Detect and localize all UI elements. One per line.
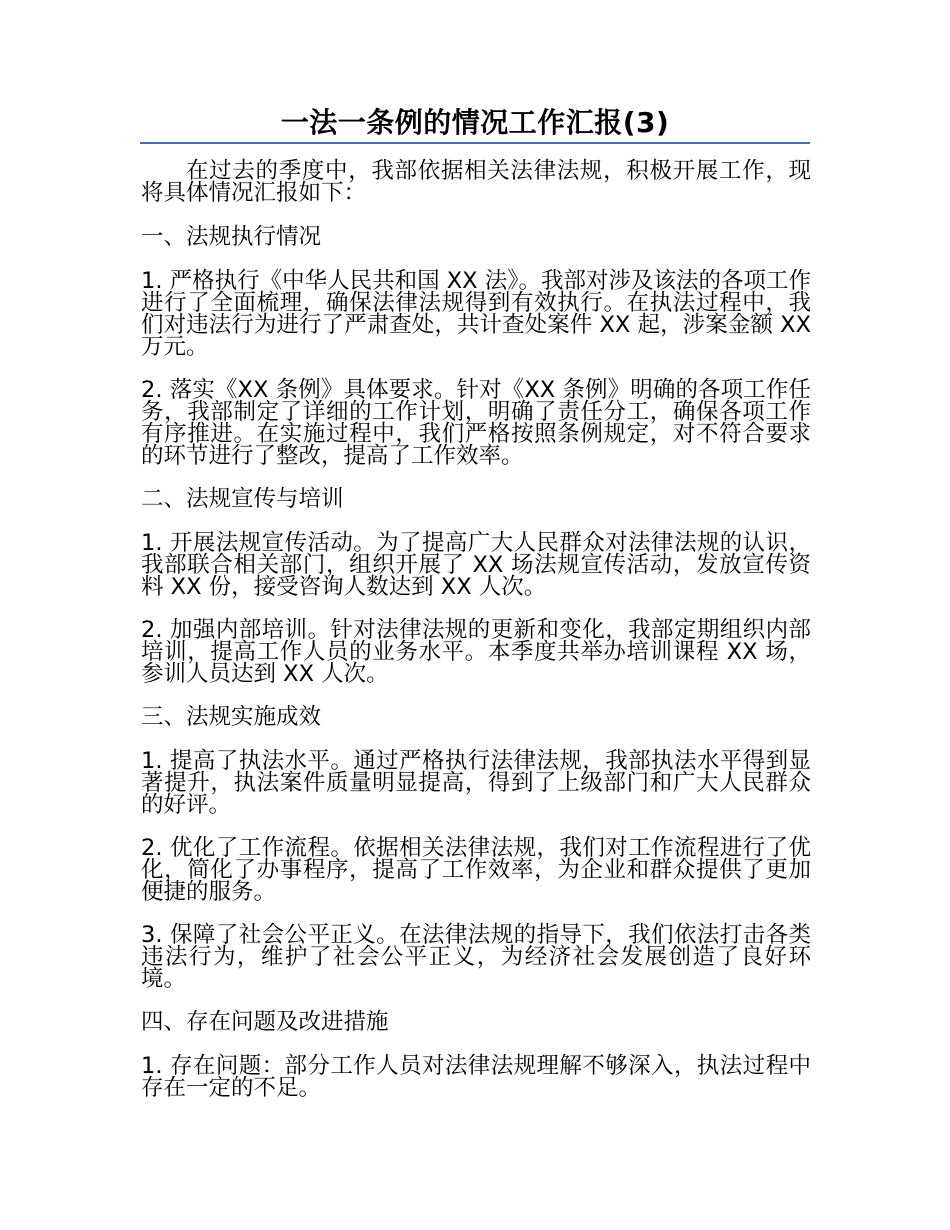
section-1-paragraph-1: 1. 严格执行《中华人民共和国 XX 法》。我部对涉及该法的各项工作进行了全面梳理，确保法律法规得到有效执行。在执法过程中，我们对违法行为进行了严肃查处，共计查处案件 XX 起，涉案金额 XX 万元。 xyxy=(141,268,812,360)
section-1-paragraph-2: 2. 落实《XX 条例》具体要求。针对《XX 条例》明确的各项工作任务，我部制定了详细的工作计划，明确了责任分工，确保各项工作有序推进。在实施过程中，我们严格按照条例规定，对不符合要求的环节进行了整改，提高了工作效率。 xyxy=(141,377,811,469)
section-heading-1: 一、法规执行情况 xyxy=(141,224,322,250)
section-3-paragraph-2: 2. 优化了工作流程。依据相关法律法规，我们对工作流程进行了优化，简化了办事程序，提高了工作效率，为企业和群众提供了更加便捷的服务。 xyxy=(141,835,811,905)
document-body xyxy=(141,160,811,1120)
section-2-paragraph-1: 1. 开展法规宣传活动。为了提高广大人民群众对法律法规的认识，我部联合相关部门，组织开展了 XX 场法规宣传活动，发放宣传资料 XX 份，接受咨询人数达到 XX 人次。 xyxy=(141,530,811,600)
section-heading-3: 三、法规实施成效 xyxy=(141,704,322,730)
document-title: 一法一条例的情况工作汇报(3) xyxy=(140,104,810,144)
section-3-paragraph-3: 3. 保障了社会公平正义。在法律法规的指导下，我们依法打击各类违法行为，维护了社会公平正义，为经济社会发展创造了良好环境。 xyxy=(141,922,811,992)
section-4-paragraph-1: 1. 存在问题：部分工作人员对法律法规理解不够深入，执法过程中存在一定的不足。 xyxy=(141,1053,811,1101)
section-2-paragraph-2: 2. 加强内部培训。针对法律法规的更新和变化，我部定期组织内部培训，提高工作人员的业务水平。本季度共举办培训课程 XX 场，参训人员达到 XX 人次。 xyxy=(141,617,811,687)
section-heading-2: 二、法规宣传与培训 xyxy=(141,486,344,512)
intro-paragraph: 在过去的季度中，我部依据相关法律法规，积极开展工作，现将具体情况汇报如下： xyxy=(141,158,811,206)
section-3-paragraph-1: 1. 提高了执法水平。通过严格执行法律法规，我部执法水平得到显著提升，执法案件质量明显提高，得到了上级部门和广大人民群众的好评。 xyxy=(141,748,811,818)
section-heading-4: 四、存在问题及改进措施 xyxy=(141,1009,389,1035)
